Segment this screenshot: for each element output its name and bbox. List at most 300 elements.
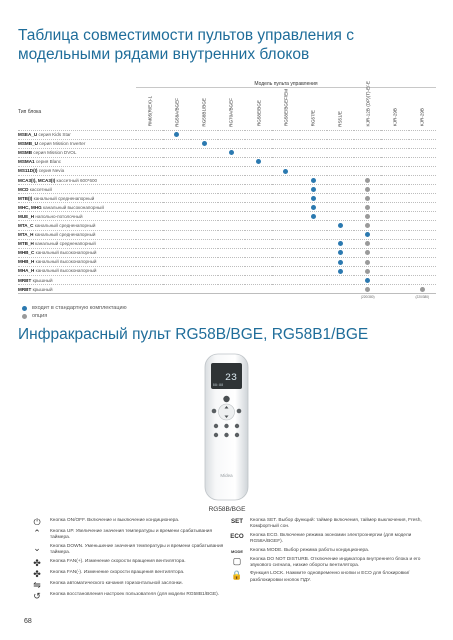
model-header — [218, 87, 245, 130]
unit-name: канальный средненапорный — [34, 232, 96, 238]
unit-name: канальный высоконапорный — [35, 250, 97, 256]
model-header — [381, 87, 408, 130]
option-dot-icon — [365, 287, 370, 292]
compat-cell — [245, 276, 272, 285]
standard-dot-icon — [338, 269, 343, 274]
compat-cell — [245, 257, 272, 266]
compat-cell — [136, 230, 163, 239]
compat-cell — [409, 157, 436, 166]
corner-label: Тип блока — [18, 109, 42, 116]
compat-cell — [245, 139, 272, 148]
compat-cell — [272, 276, 299, 285]
compat-cell — [218, 194, 245, 203]
compat-cell — [354, 203, 381, 212]
table-row — [18, 285, 436, 294]
unit-code: MTB(I) — [18, 195, 33, 201]
compat-cell — [136, 130, 163, 139]
table-row — [18, 175, 436, 184]
compat-cell — [218, 239, 245, 248]
table-row — [18, 230, 436, 239]
compat-cell — [272, 248, 299, 257]
compat-cell — [409, 230, 436, 239]
compat-cell — [381, 203, 408, 212]
standard-dot-icon — [311, 205, 316, 210]
compat-cell — [218, 248, 245, 257]
swing-icon: ⇋ — [33, 579, 41, 590]
compat-cell — [218, 185, 245, 194]
unit-code: MSMA1 — [18, 159, 35, 165]
compat-cell — [409, 248, 436, 257]
description-text: Кнопка ON/OFF. Включение и выключение кондиционера. — [50, 518, 180, 523]
compat-cell — [245, 148, 272, 157]
table-row — [18, 166, 436, 175]
compat-cell — [191, 257, 218, 266]
remote-caption: RG58B/BGE — [208, 506, 246, 513]
compat-cell — [327, 266, 354, 275]
compat-cell — [272, 203, 299, 212]
compat-cell — [191, 266, 218, 275]
compat-cell — [245, 185, 272, 194]
unit-name: кассетный 600*600 — [56, 177, 98, 183]
standard-dot-icon — [229, 150, 234, 155]
compat-cell — [327, 175, 354, 184]
model-label: RG58E/BGEF/EM — [283, 89, 289, 127]
compat-cell — [354, 257, 381, 266]
unit-code: MCA3(I), MCA3(I) — [18, 177, 56, 183]
compat-cell — [327, 212, 354, 221]
up-icon: ⌃ — [33, 528, 41, 538]
compat-cell — [327, 285, 354, 294]
down-icon: ⌄ — [33, 542, 41, 553]
model-header — [300, 87, 327, 130]
table-row — [18, 157, 436, 166]
compat-cell — [272, 157, 299, 166]
compat-cell — [218, 139, 245, 148]
fan-minus-icon: ✤ — [33, 568, 41, 579]
compat-cell — [163, 212, 190, 221]
compat-cell — [191, 166, 218, 175]
standard-dot-icon — [283, 169, 288, 174]
description-text: Кнопка DO NOT DISTURB. Отключение индикатора внутреннего блока и его звукового сигнала, низкие обороты вентилятора. — [250, 556, 421, 569]
compat-cell — [136, 203, 163, 212]
recall-icon: ↺ — [33, 590, 41, 601]
compat-cell — [381, 175, 408, 184]
unit-type-cell — [18, 266, 136, 275]
page-number: 68 — [24, 618, 32, 625]
unit-name: крышный — [32, 277, 53, 283]
compat-cell — [409, 194, 436, 203]
unit-code: MRBT — [18, 286, 32, 292]
unit-code: MCD — [18, 186, 29, 192]
compat-cell — [381, 239, 408, 248]
unit-name: крышный — [32, 286, 53, 292]
standard-dot-icon — [174, 132, 179, 137]
standard-dot-icon — [365, 278, 370, 283]
compat-cell — [381, 212, 408, 221]
compat-cell — [381, 185, 408, 194]
page-title: Таблица совместимости пультов управления с модельными рядами внутренних блоков — [18, 27, 354, 63]
option-dot-icon — [365, 223, 370, 228]
unit-name: канальный средненапорный — [35, 241, 96, 247]
unit-type-cell — [18, 185, 136, 194]
description-item — [28, 581, 233, 590]
compat-cell — [381, 285, 408, 294]
unit-type-cell — [18, 230, 136, 239]
compat-cell — [354, 139, 381, 148]
option-dot-icon — [420, 287, 425, 292]
unit-code: MSEA_U — [18, 132, 38, 138]
standard-dot-icon — [338, 223, 343, 228]
remote-heading: Инфракрасный пульт RG58B/BGE, RG58B1/BGE — [18, 326, 369, 343]
description-item — [28, 529, 233, 542]
unit-code: MSMB — [18, 150, 33, 156]
compat-cell — [409, 266, 436, 275]
unit-code: MRBT — [18, 277, 32, 283]
table-row — [18, 248, 436, 257]
display-icon: ▢ — [232, 555, 242, 566]
model-header — [354, 81, 381, 130]
option-dot-icon — [22, 314, 27, 319]
compat-cell — [354, 175, 381, 184]
compat-cell — [136, 248, 163, 257]
compat-cell — [163, 230, 190, 239]
option-dot-icon — [365, 241, 370, 246]
compat-cell — [163, 266, 190, 275]
compat-cell — [136, 221, 163, 230]
compat-cell — [300, 194, 327, 203]
remote-power-button — [223, 396, 229, 402]
compat-cell — [245, 194, 272, 203]
compat-cell — [191, 175, 218, 184]
compat-cell — [300, 266, 327, 275]
unit-code: MHB_C — [18, 250, 35, 256]
compat-cell — [272, 130, 299, 139]
compat-cell — [327, 276, 354, 285]
unit-code: MUE_H — [18, 213, 35, 219]
unit-code: MHC, MHG — [18, 204, 42, 210]
compat-cell — [272, 194, 299, 203]
description-text: Кнопка SET. Выбор функций: таймер включения, таймер выключения, Fresh, Комфортный сон. — [250, 518, 422, 530]
model-header — [272, 87, 299, 130]
model-header — [245, 87, 272, 130]
unit-type-cell — [18, 139, 136, 148]
option-dot-icon — [365, 260, 370, 265]
compat-cell — [272, 257, 299, 266]
description-text: Кнопка FAN(-). Изменение скорости вращения вентилятора. — [50, 569, 185, 575]
cell-note: (220/380) — [360, 295, 375, 300]
mode-label: MODE — [231, 548, 243, 554]
compat-cell — [272, 175, 299, 184]
compat-cell — [245, 166, 272, 175]
fan-plus-icon: ✤ — [33, 557, 41, 568]
compat-cell — [136, 194, 163, 203]
compat-cell — [300, 203, 327, 212]
compat-cell — [245, 130, 272, 139]
unit-type-cell — [18, 203, 136, 212]
compat-cell — [163, 185, 190, 194]
description-item — [28, 518, 233, 527]
compatibility-table — [18, 76, 436, 300]
compat-cell — [381, 248, 408, 257]
set-label: SET — [230, 518, 244, 525]
compat-cell — [381, 230, 408, 239]
unit-type-cell — [18, 257, 136, 266]
unit-name: серия Mission DVOL — [33, 150, 77, 156]
compat-cell — [218, 257, 245, 266]
compat-cell — [300, 285, 327, 294]
option-dot-icon — [365, 178, 370, 183]
unit-type-cell — [18, 221, 136, 230]
unit-type-cell — [18, 194, 136, 203]
compat-cell — [136, 212, 163, 221]
standard-dot-icon — [365, 232, 370, 237]
unit-name: кассетный — [29, 186, 52, 192]
compat-cell — [300, 239, 327, 248]
compat-cell — [272, 266, 299, 275]
compat-cell — [191, 212, 218, 221]
compat-cell — [191, 239, 218, 248]
compat-cell — [163, 257, 190, 266]
compat-cell — [327, 139, 354, 148]
model-header — [409, 87, 436, 130]
compat-cell — [354, 130, 381, 139]
compat-cell — [300, 276, 327, 285]
model-header — [191, 87, 218, 130]
compat-cell — [300, 175, 327, 184]
compat-cell — [354, 157, 381, 166]
model-label: KJR-29B — [392, 108, 398, 127]
compat-cell — [409, 285, 436, 300]
eco-label: ECO — [230, 532, 244, 540]
unit-name: серия Nevia — [38, 168, 65, 174]
compat-cell — [163, 148, 190, 157]
unit-code: MS11D(I) — [18, 168, 38, 174]
compat-cell — [409, 203, 436, 212]
unit-type-cell — [18, 166, 136, 175]
compat-cell — [163, 130, 190, 139]
standard-dot-icon — [311, 187, 316, 192]
unit-name: серия Mission Inverter — [39, 141, 86, 147]
compat-cell — [354, 212, 381, 221]
option-dot-icon — [365, 214, 370, 219]
description-text: Кнопка DOWN. Уменьшение значения температуры и времени срабатывания таймера. — [50, 543, 224, 556]
standard-dot-icon — [338, 250, 343, 255]
compat-cell — [354, 248, 381, 257]
compat-cell — [327, 257, 354, 266]
compat-cell — [327, 194, 354, 203]
description-item — [28, 570, 233, 579]
compat-cell — [327, 248, 354, 257]
standard-dot-icon — [311, 178, 316, 183]
description-text: Кнопка восстановления настроек пользователя (для модели RG58B1/BGE). — [50, 591, 220, 597]
compat-cell — [381, 276, 408, 285]
compat-cell — [327, 239, 354, 248]
compat-cell — [245, 239, 272, 248]
compat-cell — [218, 175, 245, 184]
lock-icon: 🔒 — [231, 570, 243, 581]
description-item — [228, 557, 433, 570]
remote-display-temp: 23 — [224, 373, 238, 384]
compat-cell — [300, 221, 327, 230]
model-label: RG70A/BGEF — [228, 97, 234, 127]
compat-cell — [163, 248, 190, 257]
model-label: KJR-12B (DP)(T)-E/-E — [365, 81, 371, 127]
compat-cell — [300, 230, 327, 239]
compat-cell — [272, 166, 299, 175]
compat-cell — [300, 139, 327, 148]
compat-cell — [191, 248, 218, 257]
compat-cell — [300, 157, 327, 166]
compat-cell — [245, 248, 272, 257]
compat-cell — [191, 194, 218, 203]
compat-cell — [191, 139, 218, 148]
option-dot-icon — [365, 250, 370, 255]
compat-cell — [136, 276, 163, 285]
description-text: Кнопка ECO. Включение режима экономии электроэнергии (для модели RG58A/BGEF). — [250, 532, 412, 545]
compat-cell — [136, 157, 163, 166]
compat-cell — [245, 221, 272, 230]
description-text: Функция LOCK. Нажмите одновременно кнопки и ECO для блокировки/разблокировки кнопок ПДУ. — [250, 571, 410, 583]
compat-cell — [218, 166, 245, 175]
compat-cell — [245, 203, 272, 212]
legend-standard: входит в стандартную комплектацию — [32, 305, 127, 311]
unit-type-cell — [18, 239, 136, 248]
description-text: Кнопка FAN(+). Изменение скорости вращения вентилятора. — [50, 558, 186, 564]
compat-cell — [136, 148, 163, 157]
compat-cell — [327, 230, 354, 239]
compat-cell — [163, 175, 190, 184]
model-label: KJR-29B — [419, 108, 425, 127]
unit-name: канальный высоконапорный — [35, 268, 97, 274]
compat-cell — [163, 194, 190, 203]
compat-cell — [272, 212, 299, 221]
compat-cell — [354, 166, 381, 175]
compat-cell — [409, 276, 436, 285]
table-row — [18, 276, 436, 285]
model-header — [327, 87, 354, 130]
compat-cell — [191, 276, 218, 285]
compat-cell — [136, 139, 163, 148]
compat-cell — [191, 130, 218, 139]
group-header: Модель пульта управления — [254, 80, 318, 87]
compat-cell — [354, 266, 381, 275]
compat-cell — [354, 276, 381, 285]
compat-cell — [163, 276, 190, 285]
remote-brand: Midea — [220, 473, 233, 478]
description-item — [228, 571, 433, 584]
power-icon: ⏻ — [33, 517, 41, 527]
unit-type-cell — [18, 285, 136, 294]
compat-cell — [327, 221, 354, 230]
compat-cell — [354, 148, 381, 157]
compat-cell — [218, 285, 245, 294]
unit-type-cell — [18, 130, 136, 139]
compat-cell — [300, 148, 327, 157]
compat-cell — [381, 266, 408, 275]
compat-cell — [163, 285, 190, 294]
unit-code: MTA_H — [18, 232, 34, 238]
table-row — [18, 203, 436, 212]
legend-option: опция — [32, 313, 48, 319]
compat-cell — [409, 139, 436, 148]
compat-cell — [327, 203, 354, 212]
compat-cell — [409, 166, 436, 175]
compat-cell — [381, 139, 408, 148]
compat-cell — [300, 130, 327, 139]
compat-cell — [218, 130, 245, 139]
compat-cell — [381, 257, 408, 266]
option-dot-icon — [365, 196, 370, 201]
model-label: RS51/E — [337, 110, 343, 127]
compat-cell — [136, 285, 163, 294]
compat-cell — [245, 285, 272, 294]
standard-dot-icon — [311, 214, 316, 219]
compat-cell — [245, 230, 272, 239]
model-label: RM05(R/EX)-1 — [147, 96, 153, 127]
compat-cell — [191, 148, 218, 157]
standard-dot-icon — [338, 260, 343, 265]
option-dot-icon — [365, 187, 370, 192]
unit-type-cell — [18, 276, 136, 285]
unit-code: MSMB_U — [18, 141, 38, 147]
compat-cell — [136, 266, 163, 275]
compat-cell — [218, 157, 245, 166]
compat-cell — [354, 221, 381, 230]
description-item — [228, 518, 433, 531]
compat-cell — [191, 230, 218, 239]
model-header — [136, 87, 163, 130]
standard-dot-icon — [311, 196, 316, 201]
description-text: Кнопка UP. Увеличение значения температуры и времени срабатывания таймера. — [50, 529, 213, 541]
compat-cell — [327, 166, 354, 175]
compat-cell — [218, 221, 245, 230]
description-item — [28, 544, 233, 557]
compat-cell — [409, 148, 436, 157]
left-descriptions — [28, 518, 233, 603]
compat-cell — [272, 230, 299, 239]
description-item — [228, 548, 433, 555]
description-text: Кнопка MODE. Выбор режима работы кондиционера. — [250, 547, 370, 553]
compat-cell — [354, 194, 381, 203]
compat-cell — [218, 266, 245, 275]
compat-cell — [272, 185, 299, 194]
compat-cell — [300, 257, 327, 266]
unit-type-cell — [18, 212, 136, 221]
compat-cell — [272, 285, 299, 294]
compat-cell — [300, 212, 327, 221]
compat-cell — [191, 157, 218, 166]
model-label: RG58B1/BGE — [201, 97, 207, 127]
compat-cell — [136, 175, 163, 184]
unit-name: серия Kids Star — [38, 132, 71, 138]
model-label: RG58A/BGEF — [174, 97, 180, 127]
unit-code: MHA_H — [18, 268, 35, 274]
compat-cell — [191, 221, 218, 230]
legend — [22, 304, 127, 320]
table-row — [18, 257, 436, 266]
compat-cell — [136, 166, 163, 175]
table-row — [18, 266, 436, 275]
compat-cell — [163, 239, 190, 248]
compat-cell — [409, 221, 436, 230]
compat-cell — [409, 130, 436, 139]
table-row — [18, 139, 436, 148]
compat-cell — [354, 230, 381, 239]
cell-note: (220/380) — [415, 295, 430, 300]
unit-type-cell — [18, 175, 136, 184]
compat-cell — [191, 203, 218, 212]
remote-image — [203, 353, 250, 501]
